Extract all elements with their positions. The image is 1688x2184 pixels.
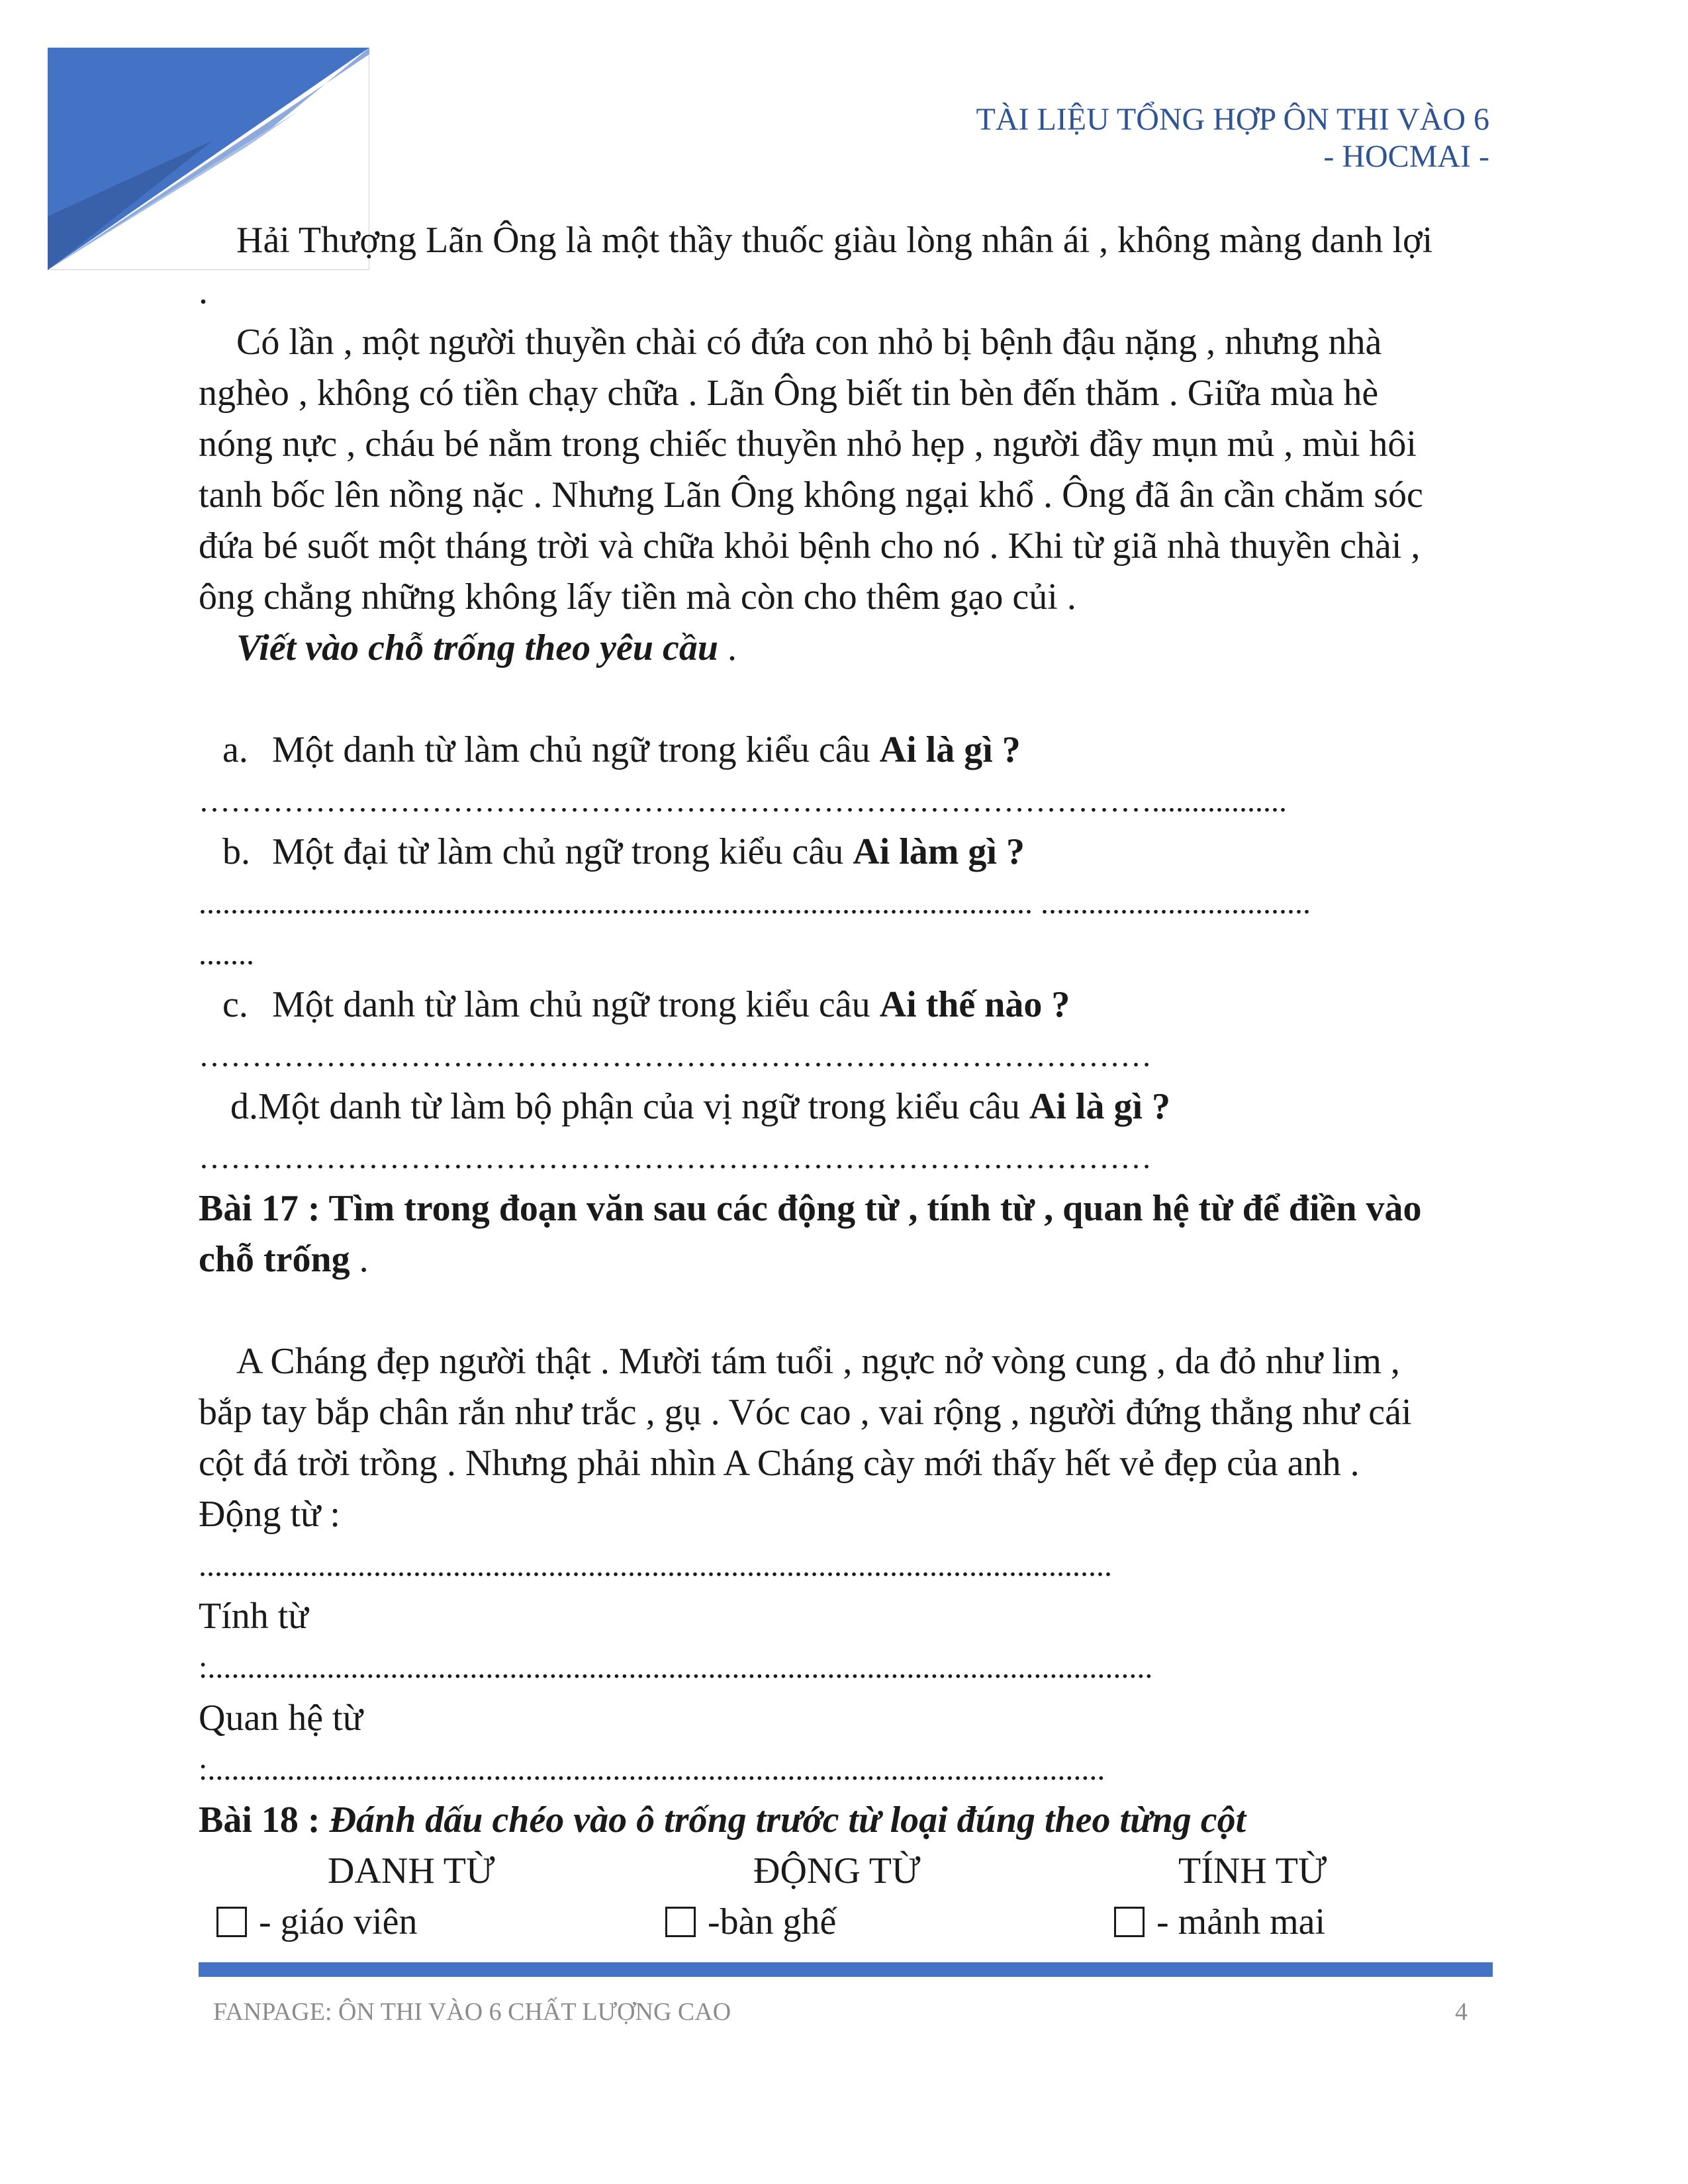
tinh-tu-answer[interactable]: :....................................................................................................................... <box>199 1650 1153 1685</box>
answer-line-b[interactable]: ......................................................................................................... .................................. <box>199 886 1311 921</box>
question-b <box>199 827 1489 878</box>
col-header-dong-tu: ĐỘNG TỪ <box>753 1850 921 1891</box>
option-manh-mai[interactable] <box>1114 1897 1325 1948</box>
passage1-line: nghèo , không có tiền chạy chữa . Lãn Ông biết tin bèn đến thăm . Giữa mùa hè <box>199 373 1379 414</box>
question-bold: Ai là gì ? <box>1029 1086 1171 1127</box>
quan-he-tu-label: Quan hệ từ <box>199 1698 363 1739</box>
answer-line-c[interactable]: ……………………………………………………………………………… <box>199 1038 1152 1073</box>
instruction-text: Viết vào chỗ trống theo yêu cầu <box>236 627 718 668</box>
tinh-tu-label: Tính từ <box>199 1596 308 1637</box>
passage2-line: A Cháng đẹp người thật . Mười tám tuổi , ngực nở vòng cung , da đỏ như lim , <box>236 1341 1400 1382</box>
question-d <box>199 1081 1489 1132</box>
bai17-line1: Bài 17 : Tìm trong đoạn văn sau các động từ , tính từ , quan hệ từ để điền vào <box>199 1188 1422 1229</box>
quan-he-tu-answer[interactable]: :................................................................................................................. <box>199 1752 1105 1787</box>
bai17-heading-cont <box>199 1234 1489 1285</box>
passage1-line: đứa bé suốt một tháng trời và chữa khỏi bệnh cho nó . Khi từ giã nhà thuyền chài , <box>199 525 1421 567</box>
column-headers <box>199 1846 1489 1897</box>
question-label: a. <box>222 729 248 770</box>
footer-text: FANPAGE: ÔN THI VÀO 6 CHẤT LƯỢNG CAO <box>213 1998 731 2026</box>
passage1-line: ông chẳng những không lấy tiền mà còn cho thêm gạo củi . <box>199 576 1076 617</box>
option-label: - mảnh mai <box>1156 1901 1326 1942</box>
passage1-line: . <box>199 271 208 312</box>
bai17-line2-end: . <box>350 1239 369 1280</box>
passage1-line: Hải Thượng Lãn Ông là một thầy thuốc giàu lòng nhân ái , không màng danh lợi <box>236 220 1433 261</box>
question-label: b. <box>222 831 250 872</box>
passage2-line: bắp tay bắp chân rắn như trắc , gụ . Vóc cao , vai rộng , người đứng thẳng như cái <box>199 1392 1412 1433</box>
bai18-instruction: Đánh dấu chéo vào ô trống trước từ loại đúng theo từng cột <box>329 1799 1246 1841</box>
instruction-end: . <box>718 627 737 668</box>
dong-tu-label: Động từ : <box>199 1494 340 1535</box>
bai18-heading <box>199 1795 1489 1846</box>
option-giao-vien[interactable] <box>216 1897 417 1948</box>
passage1-line: nóng nực , cháu bé nằm trong chiếc thuyền nhỏ hẹp , người đầy mụn mủ , mùi hôi <box>199 424 1417 465</box>
bai17-heading <box>199 1183 1489 1234</box>
col-header-tinh-tu: TÍNH TỪ <box>1178 1850 1327 1891</box>
spacer <box>199 674 1489 725</box>
footer-bar <box>199 1962 1493 1977</box>
passage2-line: cột đá trời trồng . Nhưng phải nhìn A Cháng cày mới thấy hết vẻ đẹp của anh . <box>199 1443 1360 1484</box>
answer-line-d[interactable]: ……………………………………………………………………………… <box>199 1140 1152 1175</box>
question-text: Một đại từ làm chủ ngữ trong kiểu câu <box>272 831 853 872</box>
instruction <box>199 623 1489 674</box>
dong-tu-answer[interactable]: ................................................................................................................... <box>199 1548 1112 1583</box>
question-bold: Ai làm gì ? <box>853 831 1025 872</box>
checkbox[interactable] <box>665 1907 696 1937</box>
passage1-line: Có lần , một người thuyền chài có đứa con nhỏ bị bệnh đậu nặng , nhưng nhà <box>236 322 1382 363</box>
question-text: Một danh từ làm chủ ngữ trong kiểu câu <box>272 729 880 770</box>
option-label: - giáo viên <box>259 1901 418 1942</box>
checkbox[interactable] <box>1114 1907 1145 1937</box>
header-title: TÀI LIỆU TỔNG HỢP ÔN THI VÀO 6 <box>976 102 1489 137</box>
question-a <box>199 725 1489 776</box>
passage1-line: tanh bốc lên nồng nặc . Nhưng Lãn Ông không ngại khổ . Ông đã ân cần chăm sóc <box>199 475 1423 516</box>
checkbox[interactable] <box>216 1907 247 1937</box>
question-c <box>199 979 1489 1030</box>
question-label: c. <box>222 984 248 1025</box>
header-subtitle: - HOCMAI - <box>1323 139 1489 174</box>
option-ban-ghe[interactable] <box>665 1897 836 1948</box>
col-header-danh-tu: DANH TỪ <box>328 1850 495 1891</box>
checkbox-row <box>199 1897 1489 1948</box>
page-content <box>199 215 1489 1948</box>
question-bold: Ai thế nào ? <box>879 984 1070 1025</box>
option-label: -bàn ghế <box>708 1901 837 1942</box>
question-text: d.Một danh từ làm bộ phận của vị ngữ trong kiểu câu <box>230 1086 1029 1127</box>
question-text: Một danh từ làm chủ ngữ trong kiểu câu <box>272 984 880 1025</box>
answer-line-b-cont[interactable]: ....... <box>199 936 254 972</box>
answer-line-a[interactable]: ………………………………………………………………………………................. <box>199 784 1287 819</box>
page-number: 4 <box>1455 1998 1468 2026</box>
spacer <box>199 1285 1489 1336</box>
bai18-prefix: Bài 18 : <box>199 1799 330 1841</box>
bai17-line2: chỗ trống <box>199 1239 350 1280</box>
question-bold: Ai là gì ? <box>879 729 1021 770</box>
